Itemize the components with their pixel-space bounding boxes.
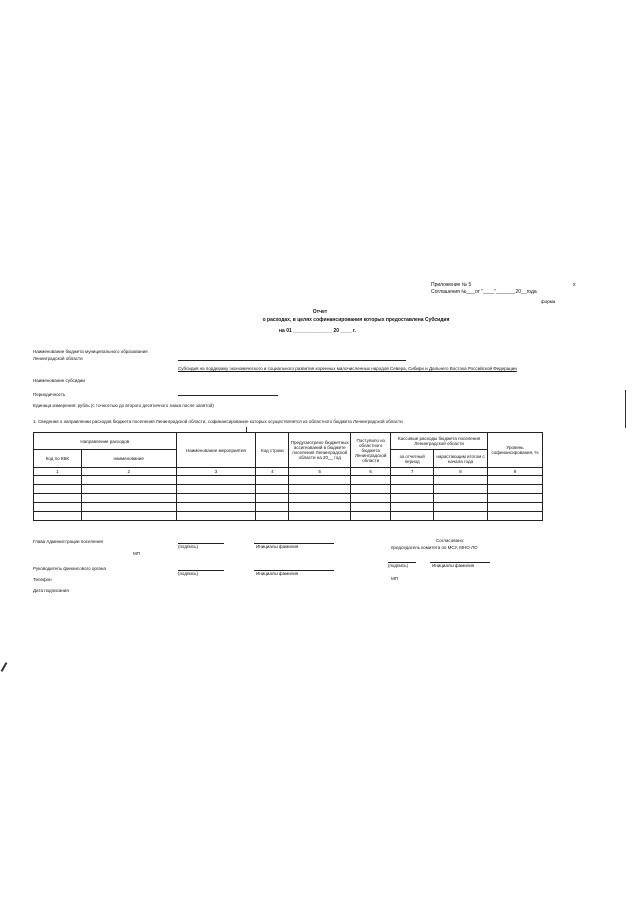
budget-name-line: [178, 360, 406, 361]
phone-label: Телефон: [33, 577, 52, 582]
col-number: 4: [256, 468, 289, 476]
signature-caption-2: (подпись): [178, 571, 199, 576]
col-number: 3: [176, 468, 256, 476]
col-number: 1: [34, 468, 82, 476]
head-admin-label: Глава Администрации поселения: [33, 539, 103, 544]
x-mark: x: [573, 282, 576, 288]
header-cash: Кассовые расходы бюджета поселения Ленинградской области: [391, 433, 488, 450]
col-number: 2: [81, 468, 176, 476]
appendix-label: Приложение № 5: [431, 282, 472, 288]
stamp-place: МП: [133, 551, 140, 556]
col-number: 8: [434, 468, 488, 476]
header-cumulative: нарастающим итогом с начала года: [434, 450, 488, 468]
header-name: наименование: [81, 450, 176, 468]
subsidy-value: Субсидия на поддержку экономического и социального развития коренных малочисленных народов Севера, Сибири и Дальнего Востока Российской Федерации: [178, 366, 517, 371]
stamp-place-2: МП: [391, 576, 398, 581]
expenses-table: [33, 432, 543, 521]
subsidy-label: Наименование субсидии: [33, 378, 85, 383]
report-date: на 01 ______________ 20 ____ г.: [279, 328, 356, 334]
header-line-code: Код строки: [256, 433, 289, 468]
form-label: форма: [541, 299, 556, 304]
scan-artifact: [1, 662, 8, 672]
initials-caption-2: Инициалы фамилия: [256, 571, 299, 576]
header-measure: Наименование мероприятия: [176, 433, 256, 468]
report-subtitle: о расходах, в целях софинансирования которых предоставлена Субсидия: [262, 317, 450, 323]
header-received: Поступило из областного бюджета Ленинградской области: [351, 433, 391, 468]
agreement-label: Соглашения №___от "____"_______20__года: [431, 289, 537, 295]
finance-head-label: Руководитель финансового органа: [33, 566, 106, 571]
report-title: Отчет: [312, 309, 328, 315]
table-row: [34, 476, 543, 485]
initials-caption: Инициалы фамилия: [256, 544, 299, 549]
col-number: 9: [487, 468, 542, 476]
periodicity-line: [178, 395, 278, 396]
table-row: [34, 485, 543, 494]
chairman-label: председатель комитета по МСУ, МНО ЛО: [391, 545, 478, 550]
table-row: [34, 494, 543, 503]
agreed-label: Согласовано:: [436, 538, 465, 543]
budget-name-label-2: Ленинградской области: [33, 356, 83, 361]
periodicity-label: Периодичность: [33, 392, 66, 397]
header-kbk: Код по КБК: [34, 450, 82, 468]
table-row: [34, 503, 543, 512]
header-level: Уровень софинансирования, %: [487, 433, 542, 468]
unit-label: Единица измерения: рубль (с точностью до второго десятичного знака после запятой): [33, 403, 214, 408]
initials-caption-3: Инициалы фамилия: [432, 563, 475, 568]
header-period: за отчетный период: [391, 450, 434, 468]
signature-caption-3: (подпись): [388, 563, 409, 568]
scan-artifact: [246, 427, 247, 432]
section-1-heading: 1. Сведения о направлении расходов бюджета поселения Ленинградской области, софинансирование которых осуществляется из областного бюджета Ленинградской области: [33, 419, 403, 424]
table-row: [34, 512, 543, 521]
col-number: 7: [391, 468, 434, 476]
col-number: 6: [351, 468, 391, 476]
col-number: 5: [289, 468, 351, 476]
scan-artifact: [625, 390, 626, 428]
header-planned: Предусмотрено бюджетных ассигнований в бюджете поселения Ленинградской области на 20__ год: [289, 433, 351, 468]
signature-caption: (подпись): [178, 544, 199, 549]
budget-name-label: Наименование бюджета муниципального образования: [33, 349, 148, 354]
date-label: Дата подписания: [33, 588, 69, 593]
header-direction: Направление расходов: [34, 433, 177, 450]
